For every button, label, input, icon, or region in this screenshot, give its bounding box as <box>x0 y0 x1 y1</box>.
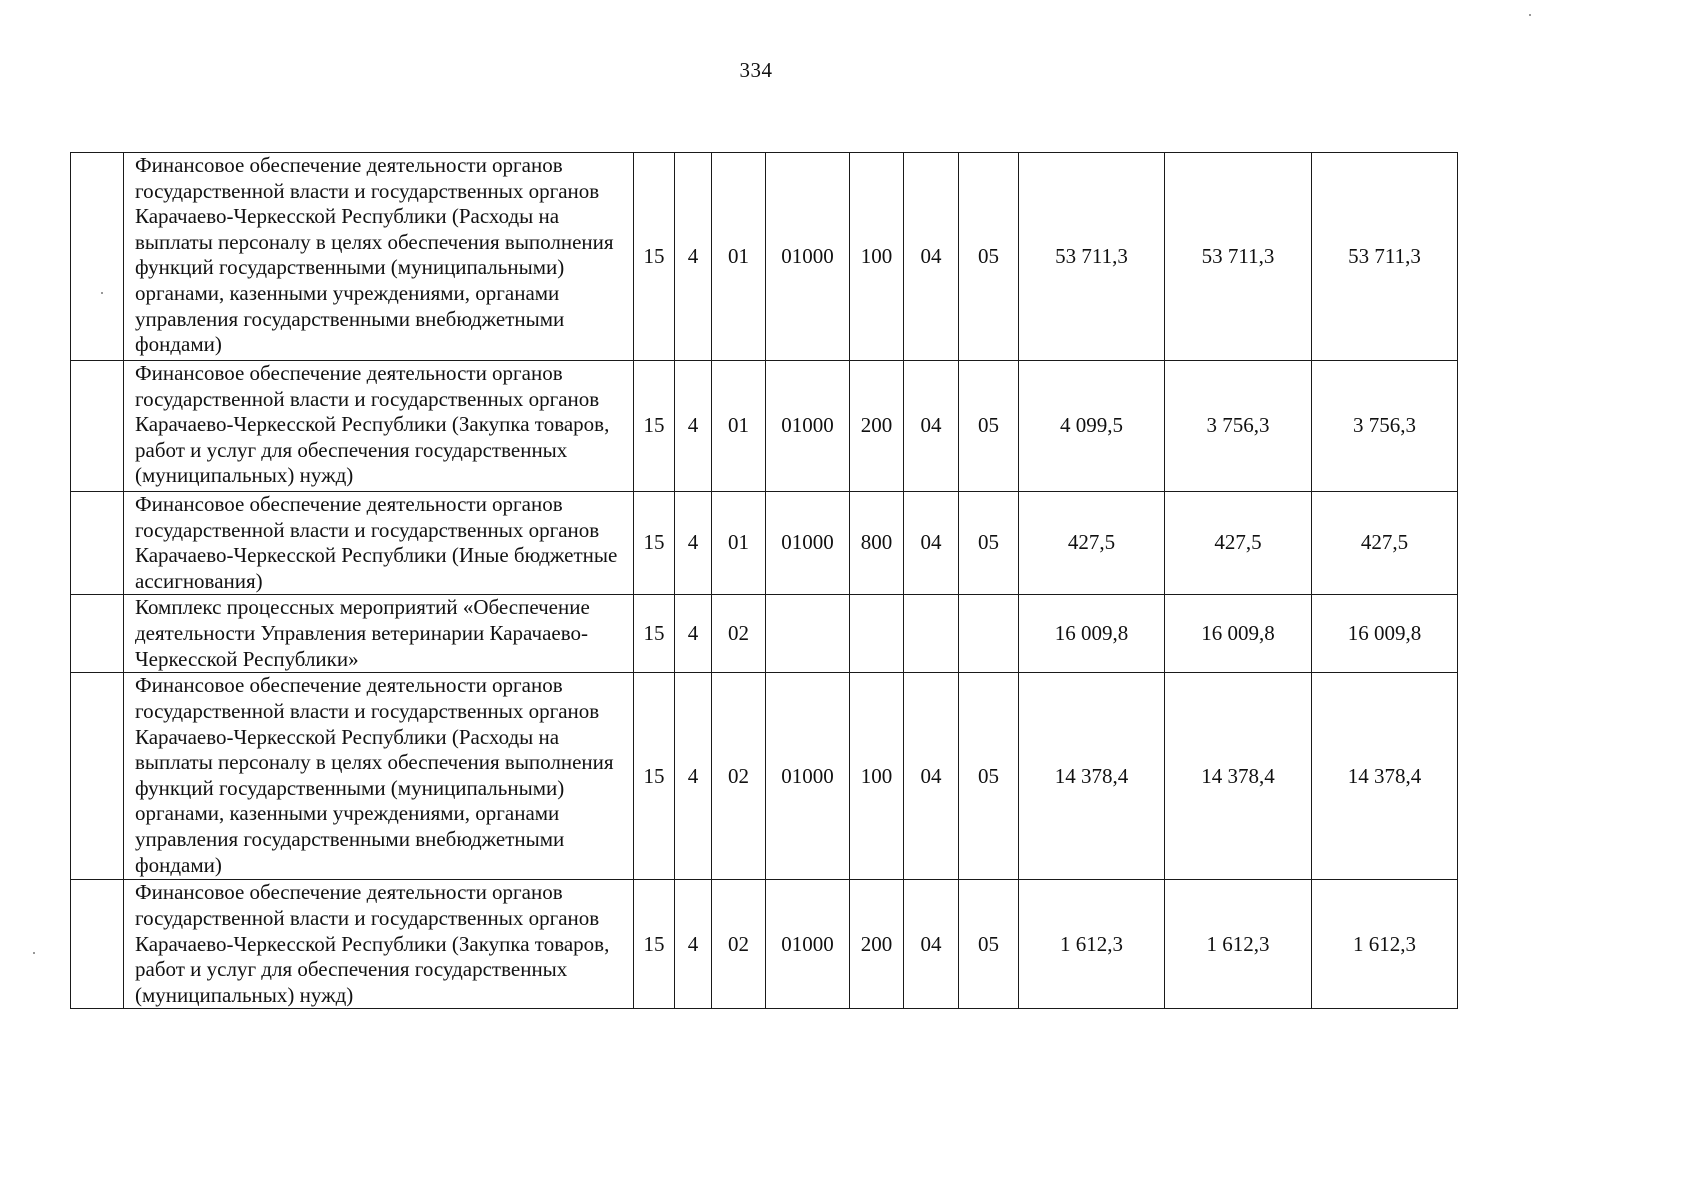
code-cell-1: 15 <box>634 153 675 361</box>
code-cell-1: 15 <box>634 595 675 673</box>
code-cell-4: 01000 <box>766 492 850 595</box>
scan-speck <box>33 952 35 954</box>
row-index-cell <box>71 361 124 492</box>
code-cell-7: 05 <box>959 880 1019 1009</box>
amount-cell-2: 427,5 <box>1165 492 1312 595</box>
amount-cell-2: 3 756,3 <box>1165 361 1312 492</box>
code-cell-2: 4 <box>675 880 712 1009</box>
row-name: Финансовое обеспечение деятельности органов государственной власти и государственных органов Карачаево-Черкесской Республики (Расходы на выплаты персоналу в целях обеспечения выполнения функций государственными (муниципальными) органами, казенными учреждениями, органами управления государственными внебюджетными фондами) <box>124 153 634 361</box>
table-row <box>71 492 1458 595</box>
code-cell-3: 01 <box>712 153 766 361</box>
page-number: 334 <box>739 58 773 82</box>
code-cell-5: 800 <box>850 492 904 595</box>
amount-cell-2: 53 711,3 <box>1165 153 1312 361</box>
row-index-cell <box>71 673 124 880</box>
amount-cell-1: 53 711,3 <box>1019 153 1165 361</box>
code-cell-6 <box>904 595 959 673</box>
table-row <box>71 595 1458 673</box>
code-cell-6: 04 <box>904 673 959 880</box>
code-cell-2: 4 <box>675 361 712 492</box>
code-cell-7: 05 <box>959 492 1019 595</box>
row-index-cell <box>71 880 124 1009</box>
code-cell-7: 05 <box>959 673 1019 880</box>
code-cell-4: 01000 <box>766 361 850 492</box>
row-index-cell <box>71 153 124 361</box>
code-cell-7: 05 <box>959 361 1019 492</box>
code-cell-1: 15 <box>634 492 675 595</box>
code-cell-6: 04 <box>904 880 959 1009</box>
code-cell-4: 01000 <box>766 673 850 880</box>
code-cell-1: 15 <box>634 673 675 880</box>
code-cell-5 <box>850 595 904 673</box>
amount-cell-3: 3 756,3 <box>1312 361 1458 492</box>
code-cell-5: 100 <box>850 673 904 880</box>
code-cell-7: 05 <box>959 153 1019 361</box>
row-index-cell <box>71 595 124 673</box>
amount-cell-3: 16 009,8 <box>1312 595 1458 673</box>
code-cell-4 <box>766 595 850 673</box>
code-cell-3: 02 <box>712 595 766 673</box>
code-cell-2: 4 <box>675 595 712 673</box>
code-cell-2: 4 <box>675 153 712 361</box>
row-name: Финансовое обеспечение деятельности органов государственной власти и государственных органов Карачаево-Черкесской Республики (Закупка товаров, работ и услуг для обеспечения государственных (муниципальных) нужд) <box>124 880 634 1009</box>
code-cell-4: 01000 <box>766 880 850 1009</box>
code-cell-5: 100 <box>850 153 904 361</box>
scan-speck <box>1529 14 1531 16</box>
table-row <box>71 880 1458 1009</box>
amount-cell-2: 14 378,4 <box>1165 673 1312 880</box>
code-cell-1: 15 <box>634 361 675 492</box>
code-cell-7 <box>959 595 1019 673</box>
code-cell-5: 200 <box>850 361 904 492</box>
code-cell-6: 04 <box>904 153 959 361</box>
row-name: Финансовое обеспечение деятельности органов государственной власти и государственных органов Карачаево-Черкесской Республики (Закупка товаров, работ и услуг для обеспечения государственных (муниципальных) нужд) <box>124 361 634 492</box>
table-row <box>71 153 1458 361</box>
code-cell-3: 01 <box>712 361 766 492</box>
table-row <box>71 673 1458 880</box>
budget-table <box>70 152 1458 1009</box>
amount-cell-1: 16 009,8 <box>1019 595 1165 673</box>
amount-cell-1: 1 612,3 <box>1019 880 1165 1009</box>
code-cell-5: 200 <box>850 880 904 1009</box>
amount-cell-3: 14 378,4 <box>1312 673 1458 880</box>
code-cell-2: 4 <box>675 673 712 880</box>
amount-cell-1: 427,5 <box>1019 492 1165 595</box>
code-cell-3: 02 <box>712 880 766 1009</box>
row-name: Комплекс процессных мероприятий «Обеспечение деятельности Управления ветеринарии Карачаево-Черкесской Республики» <box>124 595 634 673</box>
amount-cell-1: 14 378,4 <box>1019 673 1165 880</box>
row-name: Финансовое обеспечение деятельности органов государственной власти и государственных органов Карачаево-Черкесской Республики (Иные бюджетные ассигнования) <box>124 492 634 595</box>
code-cell-3: 01 <box>712 492 766 595</box>
scan-speck <box>101 292 103 294</box>
code-cell-6: 04 <box>904 492 959 595</box>
amount-cell-2: 16 009,8 <box>1165 595 1312 673</box>
amount-cell-3: 1 612,3 <box>1312 880 1458 1009</box>
code-cell-4: 01000 <box>766 153 850 361</box>
code-cell-3: 02 <box>712 673 766 880</box>
row-name: Финансовое обеспечение деятельности органов государственной власти и государственных органов Карачаево-Черкесской Республики (Расходы на выплаты персоналу в целях обеспечения выполнения функций государственными (муниципальными) органами, казенными учреждениями, органами управления государственными внебюджетными фондами) <box>124 673 634 880</box>
code-cell-6: 04 <box>904 361 959 492</box>
amount-cell-3: 427,5 <box>1312 492 1458 595</box>
row-index-cell <box>71 492 124 595</box>
code-cell-2: 4 <box>675 492 712 595</box>
table-row <box>71 361 1458 492</box>
amount-cell-2: 1 612,3 <box>1165 880 1312 1009</box>
amount-cell-1: 4 099,5 <box>1019 361 1165 492</box>
code-cell-1: 15 <box>634 880 675 1009</box>
amount-cell-3: 53 711,3 <box>1312 153 1458 361</box>
